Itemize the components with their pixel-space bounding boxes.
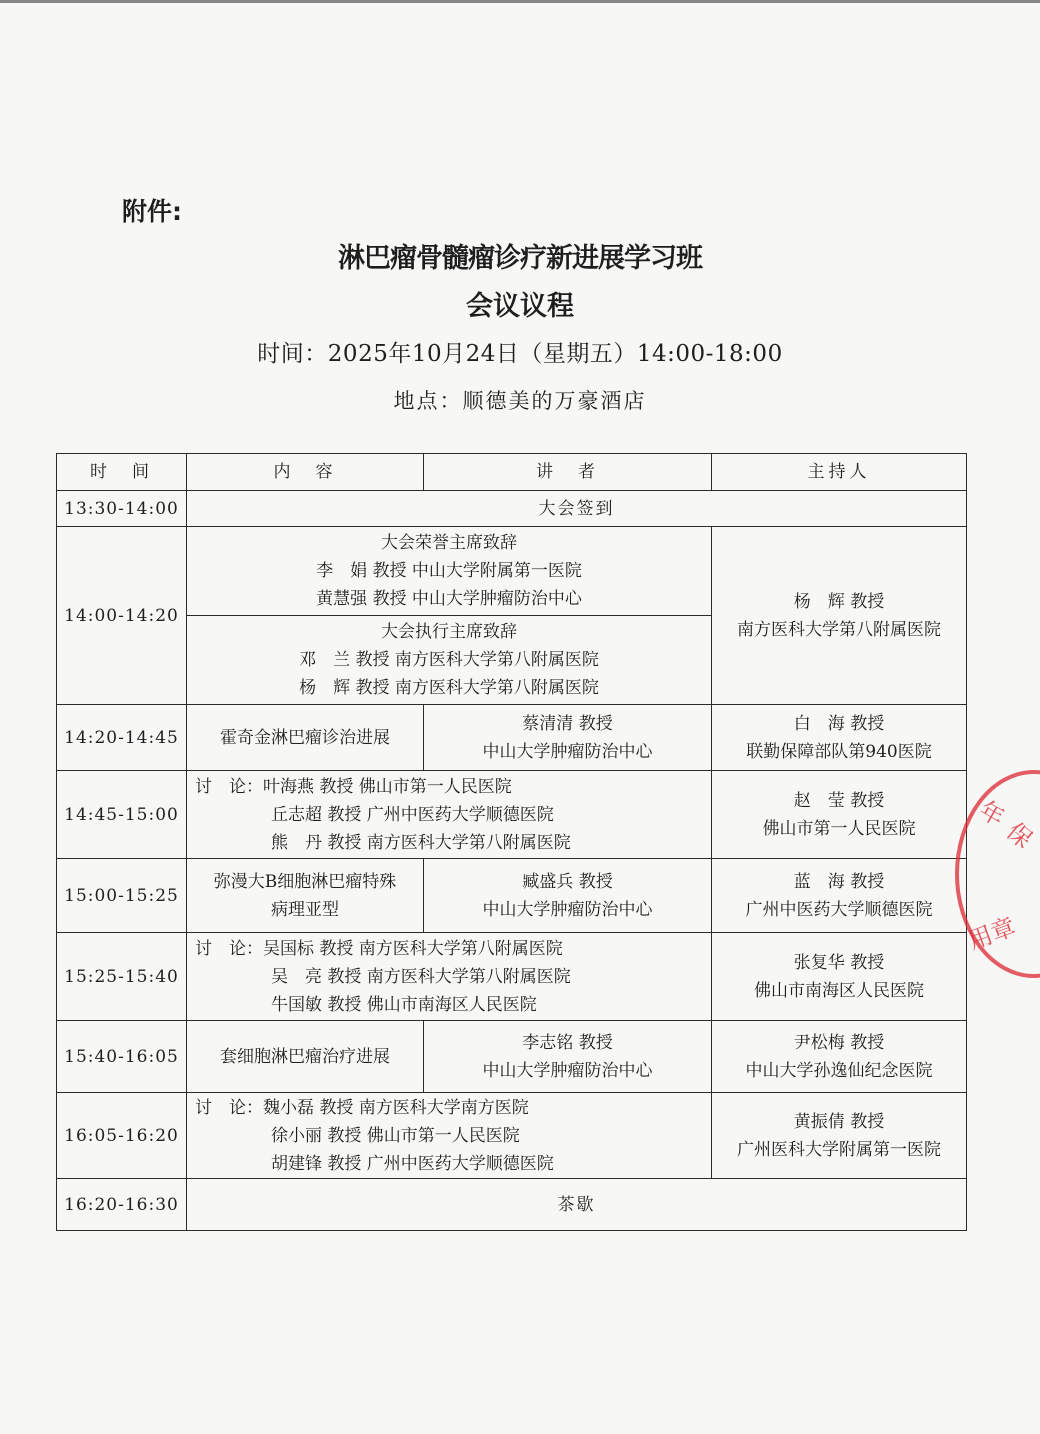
discussion-line (195, 773, 707, 801)
host-org: 南方医科大学第八附属医院 (737, 619, 941, 640)
table-row (57, 771, 967, 859)
host-cell (712, 859, 967, 933)
stamp-text: 保 (1001, 816, 1038, 854)
table-row (57, 933, 967, 1021)
row-time: 14:20-14:45 (57, 705, 187, 771)
table-row (57, 1093, 967, 1179)
host-org: 佛山市第一人民医院 (762, 818, 916, 839)
header-content: 内 容 (187, 454, 424, 491)
stamp-text: 年 (974, 795, 1010, 832)
header-host: 主持人 (712, 454, 967, 491)
host-cell (712, 933, 967, 1021)
document-subtitle: 会议议程 (466, 291, 574, 322)
red-seal-stamp (955, 770, 1040, 978)
speaker-name: 蔡清清 教授 (522, 713, 613, 734)
discussant: 吴国标 教授 南方医科大学第八附属医院 (263, 938, 563, 959)
stamp-text: 用章 (964, 912, 1020, 956)
speaker-cell (424, 705, 712, 771)
table-row (57, 1021, 967, 1093)
agenda-table (56, 453, 967, 1231)
discussion-cell (187, 1093, 712, 1179)
discussion-label: 讨 论： (195, 1097, 263, 1118)
attachment-label: 附件: (122, 197, 182, 226)
host-org: 佛山市南海区人民医院 (754, 980, 924, 1001)
table-row (57, 705, 967, 771)
host-cell (712, 1093, 967, 1179)
discussion-label: 讨 论： (195, 776, 263, 797)
document-title: 淋巴瘤骨髓瘤诊疗新进展学习班 (338, 243, 702, 274)
opening-speeches (187, 527, 712, 705)
topic (187, 859, 424, 933)
host-cell (712, 527, 967, 705)
host-cell (712, 771, 967, 859)
host-org: 广州中医药大学顺德医院 (745, 899, 933, 920)
discussant: 丘志超 教授 广州中医药大学顺德医院 (271, 804, 554, 825)
row-time: 14:00-14:20 (57, 527, 187, 705)
host-cell (712, 705, 967, 771)
discussant: 熊 丹 教授 南方医科大学第八附属医院 (271, 832, 571, 853)
row-time: 13:30-14:00 (57, 491, 187, 527)
host-name: 蓝 海 教授 (793, 871, 885, 892)
table-row (57, 527, 967, 705)
discussion-cell (187, 933, 712, 1021)
discussant: 叶海燕 教授 佛山市第一人民医院 (263, 776, 512, 797)
row-span-text: 茶歇 (187, 1179, 967, 1231)
speaker-line: 杨 辉 教授 南方医科大学第八附属医院 (299, 678, 599, 698)
speaker-org: 中山大学肿瘤防治中心 (482, 1060, 653, 1081)
topic-line: 病理亚型 (271, 899, 339, 920)
header-time: 时 间 (57, 454, 187, 491)
speaker-line: 黄慧强 教授 中山大学肿瘤防治中心 (316, 589, 582, 609)
meeting-time: 时间：2025年10月24日（星期五）14:00-18:00 (257, 341, 783, 367)
table-row (57, 1179, 967, 1231)
host-name: 杨 辉 教授 (793, 591, 885, 612)
speaker-name: 臧盛兵 教授 (522, 871, 613, 892)
row-time: 14:45-15:00 (57, 771, 187, 859)
discussant: 吴 亮 教授 南方医科大学第八附属医院 (271, 966, 571, 987)
honorary-chair-title: 大会荣誉主席致辞 (381, 533, 517, 553)
row-time: 16:05-16:20 (57, 1093, 187, 1179)
discussant: 牛国敏 教授 佛山市南海区人民医院 (271, 994, 537, 1015)
host-name: 赵 莹 教授 (793, 790, 885, 811)
discussant: 徐小丽 教授 佛山市第一人民医院 (271, 1125, 520, 1146)
host-name: 白 海 教授 (793, 713, 885, 734)
topic: 霍奇金淋巴瘤诊治进展 (187, 705, 424, 771)
host-cell (712, 1021, 967, 1093)
host-name: 尹松梅 教授 (793, 1032, 885, 1053)
speaker-line: 李 娟 教授 中山大学附属第一医院 (316, 561, 582, 581)
speaker-cell (424, 859, 712, 933)
speaker-name: 李志铭 教授 (522, 1032, 613, 1053)
discussant: 胡建锋 教授 广州中医药大学顺德医院 (271, 1153, 554, 1174)
table-header-row (57, 454, 967, 491)
host-org: 广州医科大学附属第一医院 (737, 1139, 941, 1160)
discussion-line (195, 935, 707, 963)
speaker-org: 中山大学肿瘤防治中心 (482, 899, 653, 920)
host-name: 张复华 教授 (793, 952, 885, 973)
host-org: 中山大学孙逸仙纪念医院 (745, 1060, 933, 1081)
host-org: 联勤保障部队第940医院 (746, 741, 932, 762)
header-speaker: 讲 者 (424, 454, 712, 491)
row-time: 15:00-15:25 (57, 859, 187, 933)
table-row (57, 491, 967, 527)
row-time: 15:25-15:40 (57, 933, 187, 1021)
meeting-place: 地点：顺德美的万豪酒店 (393, 389, 647, 413)
discussion-cell (187, 771, 712, 859)
scan-edge (0, 0, 1040, 3)
executive-chair-title: 大会执行主席致辞 (381, 622, 517, 642)
speaker-org: 中山大学肿瘤防治中心 (482, 741, 653, 762)
row-time: 16:20-16:30 (57, 1179, 187, 1231)
table-row (57, 859, 967, 933)
topic: 套细胞淋巴瘤治疗进展 (187, 1021, 424, 1093)
discussion-label: 讨 论： (195, 938, 263, 959)
row-time: 15:40-16:05 (57, 1021, 187, 1093)
speaker-line: 邓 兰 教授 南方医科大学第八附属医院 (299, 650, 599, 670)
executive-chair-block (187, 615, 711, 702)
row-span-text: 大会签到 (187, 491, 967, 527)
speaker-cell (424, 1021, 712, 1093)
discussant: 魏小磊 教授 南方医科大学南方医院 (263, 1097, 529, 1118)
topic-line: 弥漫大B细胞淋巴瘤特殊 (213, 871, 397, 892)
discussion-line (195, 1094, 707, 1122)
host-name: 黄振倩 教授 (793, 1111, 885, 1132)
